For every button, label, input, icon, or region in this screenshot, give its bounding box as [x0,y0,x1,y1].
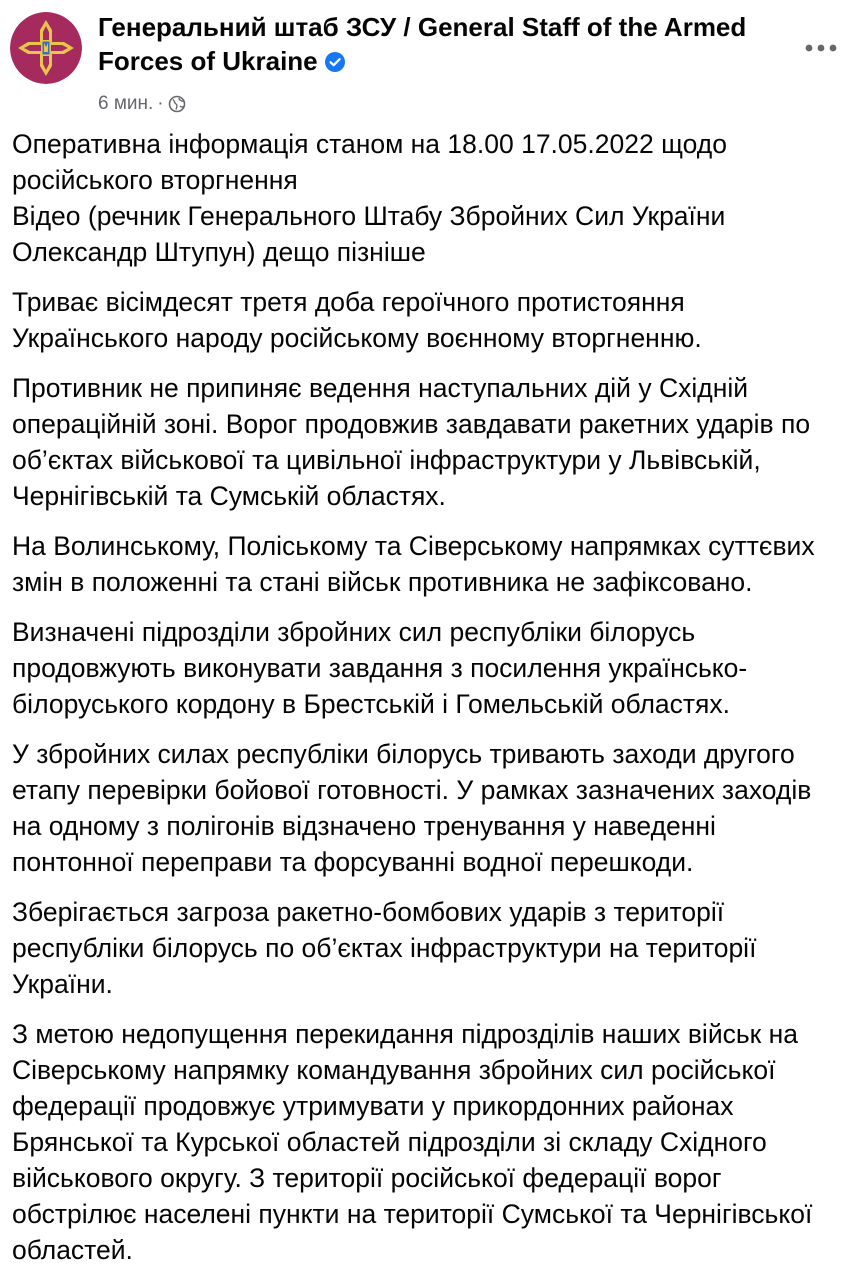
page-name-text[interactable]: Генеральний штаб ЗСУ / General Staff of the Armed Forces of Ukraine [98,12,747,76]
more-options-button[interactable] [799,28,843,68]
post-text-line: З метою недопущення перекидання підрозділів наших військ на [12,1019,799,1049]
post-text-line: Брянської та Курської областей підрозділи зі складу Східного [12,1127,767,1157]
post-paragraph [12,126,854,270]
post-text-line: військового округу. З території російської федерації ворог [12,1163,722,1193]
post-body [12,126,854,1282]
avatar[interactable] [10,12,82,84]
post-text-line: на одному з полігонів відзначено тренування у наведенні [12,811,716,841]
post-text-line: Сіверському напрямку командування збройних сил російської [12,1055,776,1085]
more-dots-icon [804,43,838,53]
post-text-line: понтонної переправи та форсуванні водної перешкоди. [12,847,694,877]
post-paragraph [12,894,854,1002]
page-name[interactable] [98,10,778,78]
post-text-line: У збройних силах республіки білорусь тривають заходи другого [12,739,795,769]
post-text-line: продовжують виконувати завдання з посилення українсько- [12,653,748,683]
post-text-line: обстрілює населені пункти на території Сумської та Чернігівської [12,1199,813,1229]
post-text-line: російського вторгнення [12,165,298,195]
post-paragraph [12,1016,854,1268]
post-text-line: Зберігається загроза ракетно-бомбових ударів з території [12,897,725,927]
post-paragraph [12,736,854,880]
post-text-line: Триває вісімдесят третя доба героїчного протистояння [12,287,685,317]
general-staff-emblem-icon [10,12,82,84]
post-paragraph [12,528,854,600]
post-text-line: білоруського кордону в Брестській і Гомельській областях. [12,689,731,719]
post-meta [98,92,186,116]
post-text-line: республіки білорусь по об’єктах інфраструктури на території [12,933,757,963]
post-text-line: Відео (речник Генерального Штабу Збройних Сил України [12,201,726,231]
post-text-line: федерації продовжує утримувати у прикордонних районах [12,1091,734,1121]
post-text-line: операційній зоні. Ворог продовжив завдавати ракетних ударів по [12,409,811,439]
post-text-line: Визначені підрозділи збройних сил республіки білорусь [12,617,696,647]
verified-badge-icon [324,47,346,69]
post-text-line: змін в положенні та стані військ противника не зафіксовано. [12,567,753,597]
post-text-line: областей. [12,1235,133,1265]
post-paragraph [12,614,854,722]
post-timestamp[interactable]: 6 мин. [98,93,154,114]
post-text-line: Противник не припиняє ведення наступальних дій у Східній [12,373,749,403]
post-header [10,8,853,118]
post-text-line: України. [12,969,113,999]
post-text-line: Оперативна інформація станом на 18.00 17.05.2022 щодо [12,129,727,159]
post-text-line: На Волинському, Поліському та Сіверському напрямках суттєвих [12,531,815,561]
meta-separator: · [157,93,164,114]
post-text-line: об’єктах військової та цивільної інфраструктури у Львівській, [12,445,761,475]
post-text-line: етапу перевірки бойової готовності. У рамках зазначених заходів [12,775,812,805]
post-paragraph [12,370,854,514]
globe-icon[interactable] [168,95,186,113]
post-paragraph [12,284,854,356]
post-text-line: Українського народу російському воєнному вторгненню. [12,323,702,353]
post-text-line: Чернігівській та Сумській областях. [12,481,446,511]
post-text-line: Олександр Штупун) дещо пізніше [12,237,426,267]
